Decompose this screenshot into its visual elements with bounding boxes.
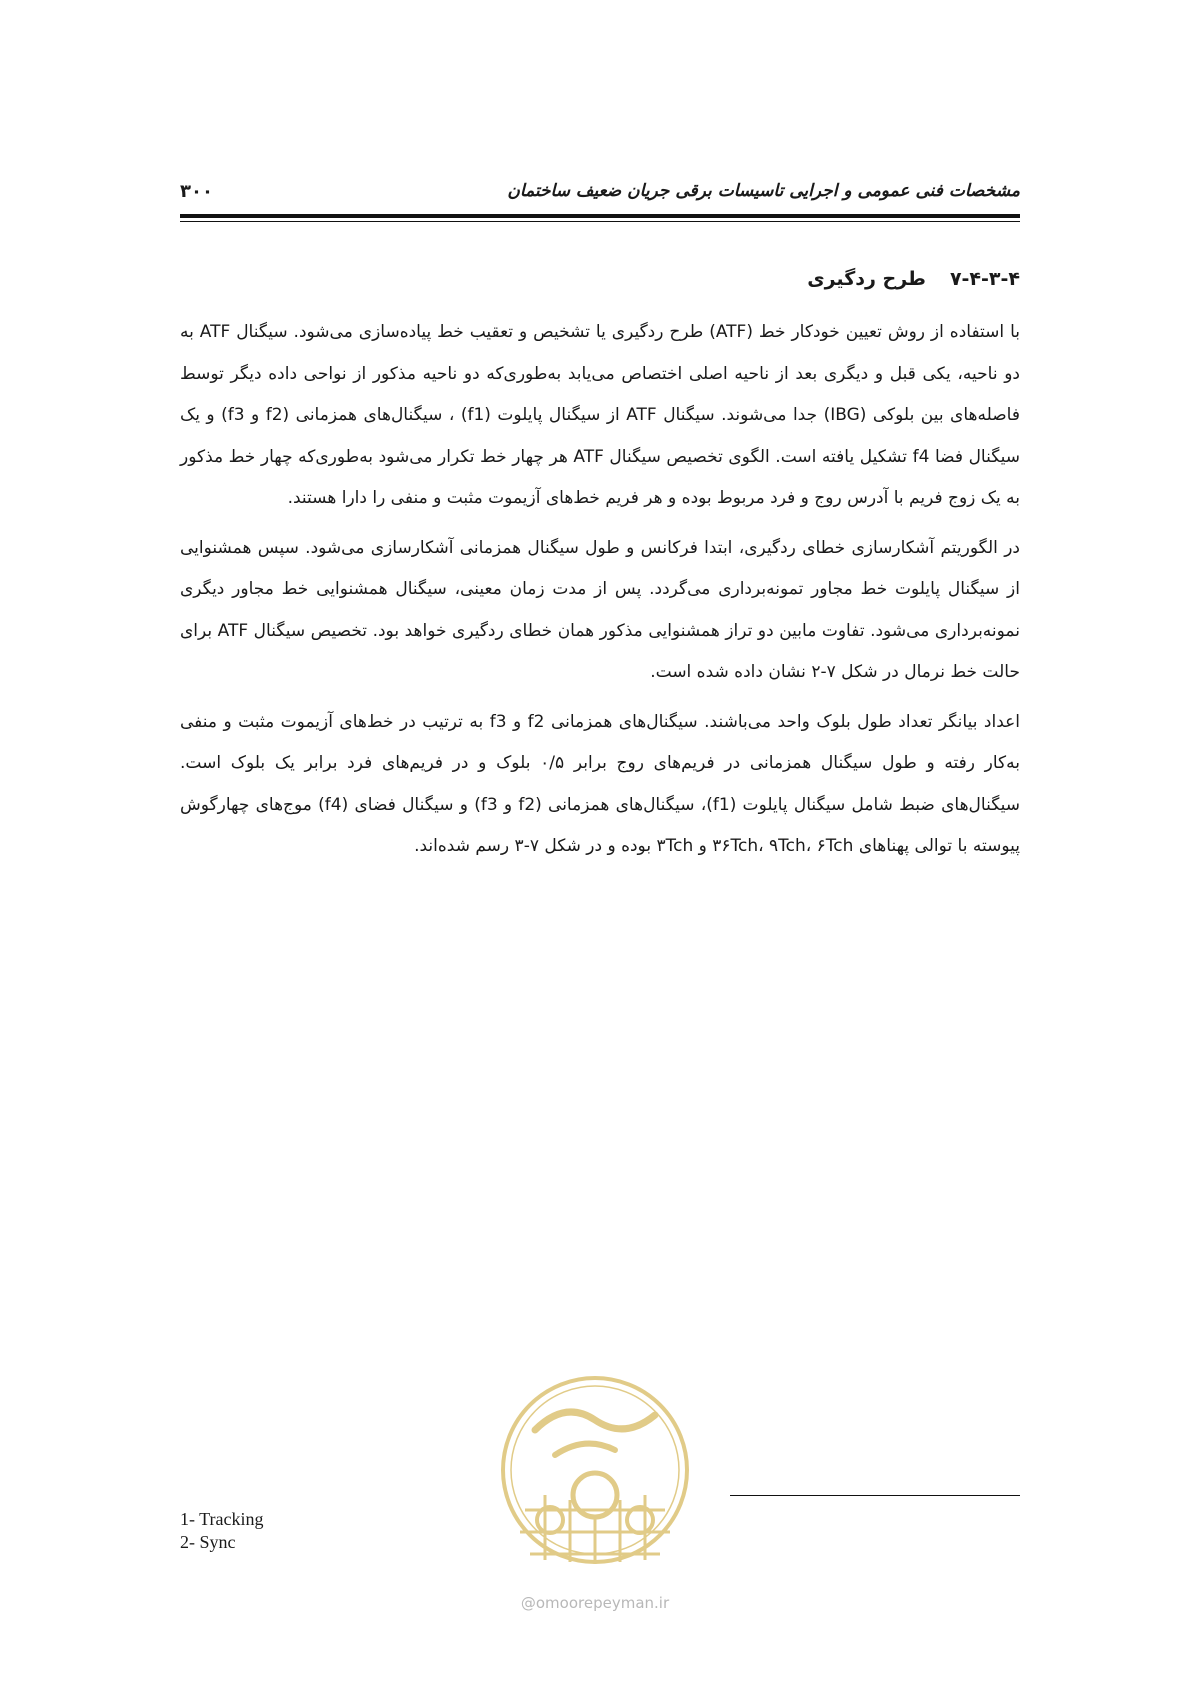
page-header bbox=[180, 181, 1020, 211]
watermark-url: @omoorepeyman.ir bbox=[520, 1594, 670, 1612]
section-heading bbox=[807, 268, 1020, 290]
section-title: طرح ردگیری bbox=[807, 268, 926, 290]
section-number: ۷-۴-۳-۴ bbox=[949, 268, 1020, 290]
footnotes bbox=[180, 1508, 264, 1554]
footnote-separator bbox=[730, 1495, 1020, 1496]
watermark-logo bbox=[495, 1360, 695, 1590]
paragraph-3: اعداد بیانگر تعداد طول بلوک واحد می‌باشند. سیگنال‌های همزمانی f2 و f3 به ترتیب در خط‌های آزیموت مثبت و منفی به‌کار رفته و طول سیگنال همزمانی در فریم‌های روج برابر ۰/۵ بلوک و در فریم‌های فرد برابر یک بلوک است. سیگنال‌های ضبط شامل سیگنال پایلوت (f1)، سیگنال‌های همزمانی (f2 و f3) و سیگنال فضای (f4) موج‌های چهارگوش پیوسته با توالی پهناهای ۳۶Tch، ۹Tch، ۶Tch و ۳Tch بوده و در شکل ۷-۳ رسم شده‌اند. bbox=[180, 711, 1020, 856]
footnote-2: 2- Sync bbox=[180, 1532, 236, 1552]
header-rule-thick bbox=[180, 214, 1020, 218]
running-title: مشخصات فنی عمومی و اجرایی تاسیسات برقی جریان ضعیف ساختمان bbox=[507, 181, 1020, 201]
header-rule-thin bbox=[180, 221, 1020, 222]
page-number: ۳۰۰ bbox=[180, 181, 213, 202]
footnote-1: 1- Tracking bbox=[180, 1509, 264, 1529]
paragraph-1: با استفاده از روش تعیین خودکار خط (ATF) طرح ردگیری یا تشخیص و تعقیب خط پیاده‌سازی می‌شود. سیگنال ATF به دو ناحیه، یکی قبل و دیگری بعد از ناحیه اصلی اختصاص می‌یابد به‌طوری‌که دو ناحیه مذکور از نواحی داده دیگر توسط فاصله‌های بین بلوکی (IBG) جدا می‌شوند. سیگنال ATF از سیگنال پایلوت (f1) ، سیگنال‌های همزمانی (f2 و f3) و یک سیگنال فضا f4 تشکیل یافته است. الگوی تخصیص سیگنال ATF هر چهار خط تکرار می‌شود به‌طوری‌که چهار خط مذکور به یک زوج فریم با آدرس روج و فرد مربوط بوده و هر فریم خط‌های آزیموت مثبت و منفی را دارا هستند. bbox=[180, 322, 1021, 508]
paragraph-2: در الگوریتم آشکارسازی خطای ردگیری، ابتدا فرکانس و طول سیگنال همزمانی آشکارسازی می‌شود. سپس همشنوایی از سیگنال پایلوت خط مجاور تمونه‌برداری می‌گردد. پس از مدت زمان معینی، سیگنال همشنوایی خط مجاور دیگری نمونه‌برداری می‌شود. تفاوت مابین دو تراز همشنوایی مذکور همان خطای ردگیری خواهد بود. تخصیص سیگنال ATF برای حالت خط نرمال در شکل ۷-۲ نشان داده شده است. bbox=[180, 537, 1020, 682]
body-text bbox=[180, 312, 1020, 876]
